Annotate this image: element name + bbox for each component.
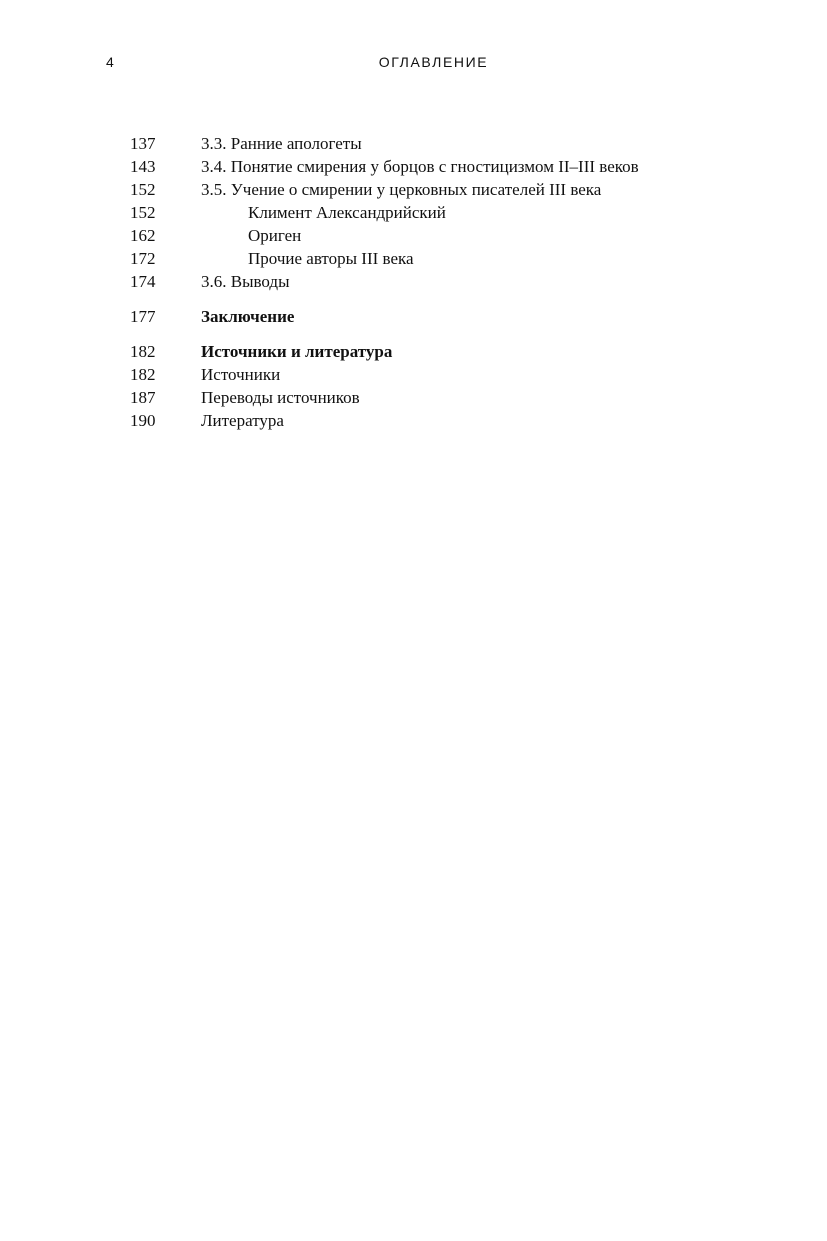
table-of-contents bbox=[0, 132, 827, 432]
toc-chapter bbox=[0, 340, 827, 363]
toc-page-number: 187 bbox=[130, 388, 156, 407]
toc-chapter-title: Источники и литература bbox=[201, 342, 393, 361]
toc-page-number: 143 bbox=[130, 157, 156, 176]
page-number: 4 bbox=[106, 54, 114, 70]
toc-page-number: 152 bbox=[130, 203, 156, 222]
toc-subentry bbox=[0, 224, 827, 247]
toc-page-number: 174 bbox=[130, 272, 156, 291]
toc-subentry bbox=[0, 201, 827, 224]
toc-entry-title: Литература bbox=[201, 411, 284, 430]
toc-page-number: 190 bbox=[130, 411, 156, 430]
running-head bbox=[0, 52, 827, 72]
toc-entry-title: Климент Александрийский bbox=[248, 203, 446, 222]
toc-entry-title: 3.5. Учение о смирении у церковных писателей III века bbox=[201, 180, 602, 199]
toc-page-number: 177 bbox=[130, 307, 156, 326]
toc-entry bbox=[0, 178, 827, 201]
toc-page-number: 182 bbox=[130, 365, 156, 384]
toc-page-number: 182 bbox=[130, 342, 156, 361]
toc-page-number: 162 bbox=[130, 226, 156, 245]
toc-page-number: 137 bbox=[130, 134, 156, 153]
toc-entry bbox=[0, 270, 827, 293]
toc-entry bbox=[0, 132, 827, 155]
toc-entry-title: Переводы источников bbox=[201, 388, 360, 407]
toc-entry bbox=[0, 363, 827, 386]
toc-entry bbox=[0, 409, 827, 432]
toc-entry-title: 3.4. Понятие смирения у борцов с гностицизмом II–III веков bbox=[201, 157, 639, 176]
running-title: ОГЛАВЛЕНИЕ bbox=[378, 54, 489, 70]
toc-chapter bbox=[0, 305, 827, 328]
toc-page-number: 152 bbox=[130, 180, 156, 199]
toc-entry bbox=[0, 155, 827, 178]
toc-subentry bbox=[0, 247, 827, 270]
toc-chapter-title: Заключение bbox=[201, 307, 295, 326]
toc-entry-title: Ориген bbox=[248, 226, 302, 245]
toc-entry-title: 3.3. Ранние апологеты bbox=[201, 134, 362, 153]
toc-entry bbox=[0, 386, 827, 409]
toc-entry-title: Источники bbox=[201, 365, 281, 384]
toc-page-number: 172 bbox=[130, 249, 156, 268]
toc-entry-title: Прочие авторы III века bbox=[248, 249, 414, 268]
toc-entry-title: 3.6. Выводы bbox=[201, 272, 290, 291]
